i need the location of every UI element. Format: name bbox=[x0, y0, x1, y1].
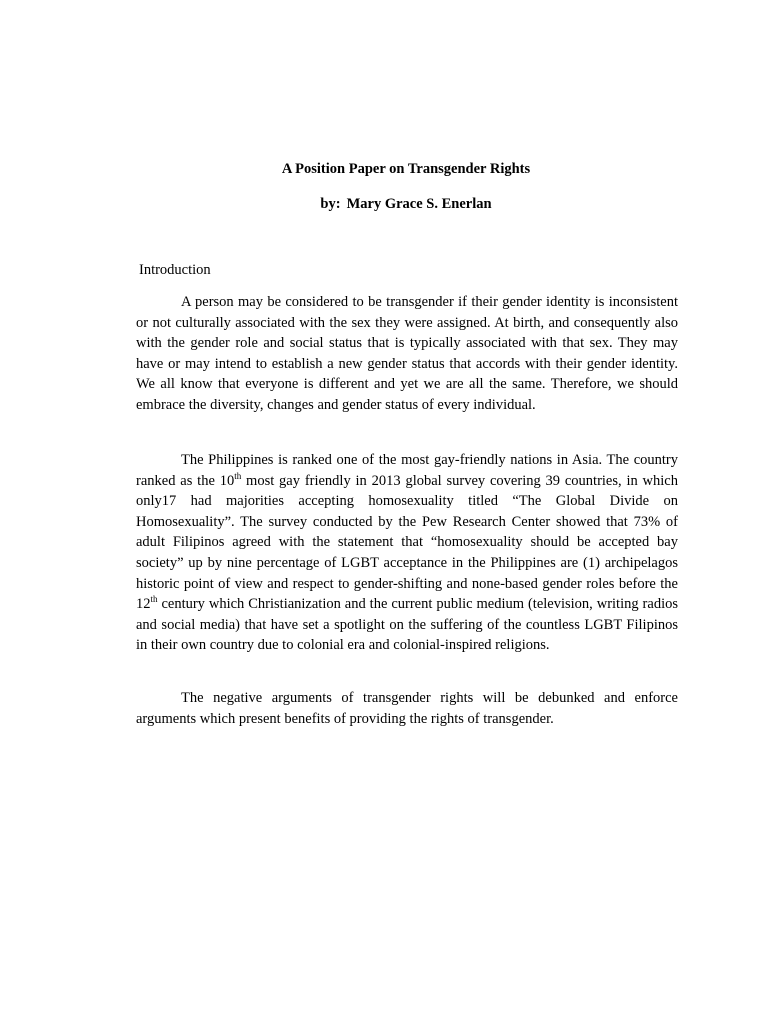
superscript-th-2: th bbox=[150, 594, 158, 605]
author-name: Mary Grace S. Enerlan bbox=[346, 196, 492, 212]
paragraph-2-part-3: century which Christianization and the current public medium (television, writing radios and social media) that have set a spotlight on the suffering of the countless LGBT Filipinos in their own country due to colonial era and colonial-inspired religions. bbox=[136, 596, 678, 654]
document-title: A Position Paper on Transgender Rights bbox=[281, 161, 531, 177]
author-label: by: bbox=[320, 196, 341, 212]
paragraph-2-part-1: The Philippines is ranked one of the most gay-friendly nations in Asia. The country ranked as the 10 bbox=[136, 452, 678, 489]
paragraph-2-part-2: most gay friendly in 2013 global survey covering 39 countries, in which only17 had majorities accepting homosexuality titled “The Global Divide on Homosexuality”. The survey conducted by the Pew Research Center showed that 73% of adult Filipinos agreed with the statement that “homosexuality should be accepted bay society” up by nine percentage of LGBT acceptance in the Philippines are (1) archipelagos historic point of view and respect to gender-shifting and none-based gender roles before the 12 bbox=[136, 472, 678, 613]
paragraph-2 bbox=[136, 450, 678, 656]
superscript-th-1: th bbox=[234, 470, 242, 481]
section-heading-introduction: Introduction bbox=[139, 262, 211, 278]
paragraph-3: The negative arguments of transgender rights will be debunked and enforce arguments which present benefits of providing the rights of transgender. bbox=[136, 690, 678, 727]
paragraph-1: A person may be considered to be transgender if their gender identity is inconsistent or not culturally associated with the sex they were assigned. At birth, and consequently also with the gender role and social status that is typically associated with that sex. They may have or may intend to establish a new gender status that accords with their gender identity. We all know that everyone is different and yet we are all the same. Therefore, we should embrace the diversity, changes and gender status of every individual. bbox=[136, 294, 678, 413]
author-line bbox=[0, 195, 768, 213]
